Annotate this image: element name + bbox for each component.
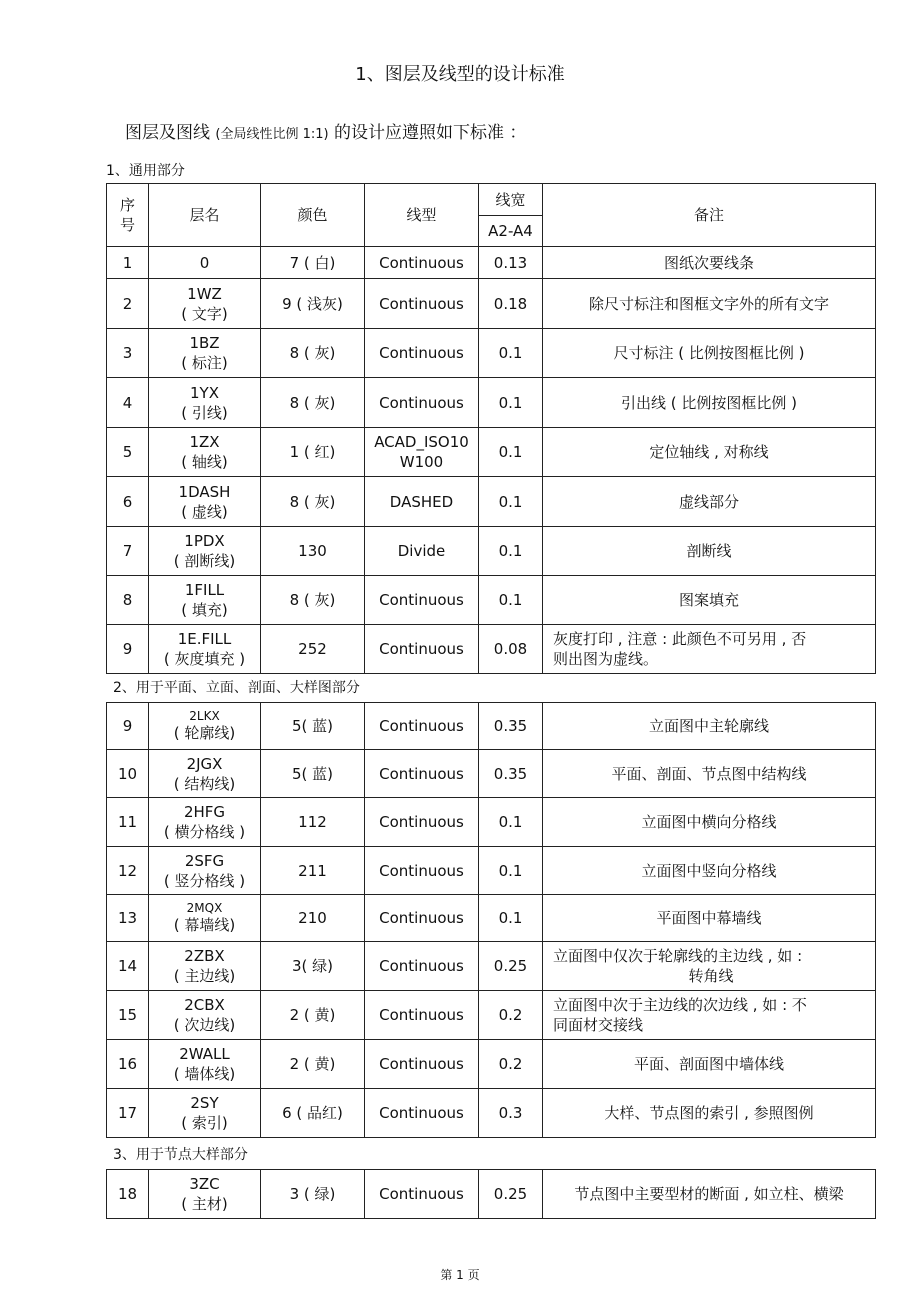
table-row — [107, 798, 876, 847]
row-width: 0.1 — [479, 378, 543, 428]
row-no: 11 — [107, 798, 149, 847]
layer-desc: ( 文字) — [181, 304, 228, 323]
note-line2: 同面材交接线 — [553, 1016, 644, 1034]
row-layer — [149, 703, 261, 750]
layer-desc: ( 次边线) — [173, 1016, 236, 1034]
row-layer — [149, 329, 261, 378]
row-layer — [149, 991, 261, 1040]
layer-desc: ( 幕墙线) — [173, 916, 236, 934]
header-width-sub: A2-A4 — [479, 216, 543, 247]
row-note: 平面图中幕墙线 — [543, 895, 876, 942]
row-note: 立面图中竖向分格线 — [543, 847, 876, 895]
row-linetype: Continuous — [365, 798, 479, 847]
row-no: 12 — [107, 847, 149, 895]
layer-desc: ( 轮廓线) — [173, 724, 236, 742]
note-line2: 转角线 — [688, 967, 734, 985]
row-color: 130 — [261, 527, 365, 576]
table-row — [107, 847, 876, 895]
row-note — [543, 942, 876, 991]
header-linetype: 线型 — [365, 184, 479, 247]
layer-code: 2LKX — [189, 709, 220, 723]
row-note: 大样、节点图的索引 , 参照图例 — [543, 1089, 876, 1138]
row-layer — [149, 279, 261, 329]
row-color: 8 ( 灰) — [261, 477, 365, 527]
row-linetype — [365, 428, 479, 477]
layer-code: 1BZ — [189, 334, 220, 352]
row-color: 7 ( 白) — [261, 247, 365, 279]
row-layer — [149, 895, 261, 942]
row-linetype: Continuous — [365, 625, 479, 674]
row-linetype: Continuous — [365, 991, 479, 1040]
header-color: 颜色 — [261, 184, 365, 247]
row-width: 0.13 — [479, 247, 543, 279]
row-note: 尺寸标注 ( 比例按图框比例 ) — [543, 329, 876, 378]
row-linetype: Continuous — [365, 847, 479, 895]
layer-code: 2ZBX — [184, 947, 225, 965]
row-linetype: Continuous — [365, 576, 479, 625]
table-row — [107, 991, 876, 1040]
row-color: 3 ( 绿) — [261, 1170, 365, 1219]
section3-heading: 3、用于节点大样部分 — [113, 1147, 248, 1163]
table-row — [107, 625, 876, 674]
row-width: 0.3 — [479, 1089, 543, 1138]
intro-text — [125, 118, 526, 143]
table-row — [107, 378, 876, 428]
row-layer — [149, 1089, 261, 1138]
table-row — [107, 279, 876, 329]
row-no: 2 — [107, 279, 149, 329]
general-layer-table — [106, 183, 876, 674]
note-line1: 灰度打印 , 注意 : 此颜色不可另用 , 否 — [553, 630, 807, 648]
layer-code: 2JGX — [186, 754, 223, 773]
row-no: 9 — [107, 703, 149, 750]
row-width: 0.08 — [479, 625, 543, 674]
table-row — [107, 1170, 876, 1219]
layer-desc: ( 横分格线 ) — [163, 823, 246, 841]
layer-code: 2CBX — [184, 996, 225, 1014]
row-no: 4 — [107, 378, 149, 428]
layer-desc: ( 标注) — [181, 354, 228, 372]
table-row — [107, 750, 876, 798]
row-width: 0.1 — [479, 847, 543, 895]
row-note: 定位轴线 , 对称线 — [543, 428, 876, 477]
plan-elevation-layer-table — [106, 702, 876, 1138]
row-note: 立面图中横向分格线 — [543, 798, 876, 847]
intro-main: 图层及图线 — [125, 123, 210, 143]
row-note — [543, 991, 876, 1040]
row-linetype: Continuous — [365, 895, 479, 942]
layer-desc: ( 轴线) — [181, 453, 228, 471]
layer-code: 2SFG — [184, 851, 225, 870]
row-note: 虚线部分 — [543, 477, 876, 527]
row-linetype: Continuous — [365, 329, 479, 378]
row-layer — [149, 1040, 261, 1089]
row-width: 0.2 — [479, 991, 543, 1040]
table-row — [107, 942, 876, 991]
layer-desc: ( 引线) — [181, 403, 228, 422]
note-line1: 立面图中次于主边线的次边线 , 如 : 不 — [553, 996, 807, 1014]
row-note: 引出线 ( 比例按图框比例 ) — [543, 378, 876, 428]
row-color: 210 — [261, 895, 365, 942]
row-color: 5( 蓝) — [261, 750, 365, 798]
layer-code: 3ZC — [189, 1175, 220, 1193]
layer-code: 2SY — [190, 1094, 219, 1112]
row-layer — [149, 942, 261, 991]
row-note: 图案填充 — [543, 576, 876, 625]
row-linetype: Continuous — [365, 378, 479, 428]
layer-code: 1E.FILL — [177, 630, 232, 648]
layer-code: 1YX — [190, 383, 219, 402]
row-color: 2 ( 黄) — [261, 991, 365, 1040]
row-layer — [149, 527, 261, 576]
row-no: 7 — [107, 527, 149, 576]
layer-desc: ( 主材) — [181, 1195, 228, 1213]
row-linetype: Continuous — [365, 1089, 479, 1138]
layer-desc: ( 灰度填充 ) — [163, 650, 246, 668]
row-no: 10 — [107, 750, 149, 798]
table-row — [107, 895, 876, 942]
row-color: 1 ( 红) — [261, 428, 365, 477]
row-color: 8 ( 灰) — [261, 576, 365, 625]
header-note: 备注 — [543, 184, 876, 247]
row-no: 15 — [107, 991, 149, 1040]
row-no: 6 — [107, 477, 149, 527]
row-note — [543, 625, 876, 674]
note-line1: 立面图中仅次于轮廓线的主边线 , 如 : — [553, 947, 803, 965]
row-layer — [149, 378, 261, 428]
row-no: 1 — [107, 247, 149, 279]
header-width: 线宽 — [479, 184, 543, 216]
row-layer — [149, 477, 261, 527]
row-color: 8 ( 灰) — [261, 329, 365, 378]
header-layer: 层名 — [149, 184, 261, 247]
layer-desc: ( 竖分格线 ) — [163, 871, 246, 890]
row-layer — [149, 428, 261, 477]
row-width: 0.1 — [479, 527, 543, 576]
row-linetype: Divide — [365, 527, 479, 576]
row-linetype: Continuous — [365, 279, 479, 329]
layer-code: 1FILL — [184, 581, 225, 599]
row-width: 0.1 — [479, 895, 543, 942]
row-note: 平面、剖面图中墙体线 — [543, 1040, 876, 1089]
row-no: 13 — [107, 895, 149, 942]
layer-code: 2WALL — [179, 1045, 230, 1063]
row-color: 3( 绿) — [261, 942, 365, 991]
row-color: 8 ( 灰) — [261, 378, 365, 428]
row-no: 3 — [107, 329, 149, 378]
row-note: 剖断线 — [543, 527, 876, 576]
section2-heading: 2、用于平面、立面、剖面、大样图部分 — [113, 680, 360, 696]
table-row — [107, 247, 876, 279]
row-note: 图纸次要线条 — [543, 247, 876, 279]
table-row — [107, 1089, 876, 1138]
page-title: 1、图层及线型的设计标准 — [355, 64, 565, 85]
row-layer — [149, 750, 261, 798]
layer-code: 2HFG — [183, 803, 226, 821]
layer-desc: ( 虚线) — [181, 502, 228, 521]
row-color: 211 — [261, 847, 365, 895]
row-color: 5( 蓝) — [261, 703, 365, 750]
row-no: 9 — [107, 625, 149, 674]
row-width: 0.35 — [479, 703, 543, 750]
row-color: 2 ( 黄) — [261, 1040, 365, 1089]
row-no: 17 — [107, 1089, 149, 1138]
row-note: 平面、剖面、节点图中结构线 — [543, 750, 876, 798]
row-width: 0.1 — [479, 329, 543, 378]
table-row — [107, 329, 876, 378]
table-row — [107, 576, 876, 625]
note-line2: 则出图为虚线。 — [553, 650, 659, 668]
row-width: 0.35 — [479, 750, 543, 798]
layer-desc: ( 主边线) — [173, 967, 236, 985]
row-width: 0.1 — [479, 477, 543, 527]
layer-code: 1PDX — [184, 532, 225, 550]
row-note: 立面图中主轮廓线 — [543, 703, 876, 750]
layer-desc: ( 剖断线) — [173, 552, 236, 570]
row-width: 0.25 — [479, 942, 543, 991]
row-width: 0.25 — [479, 1170, 543, 1219]
row-width: 0.1 — [479, 798, 543, 847]
row-layer — [149, 1170, 261, 1219]
layer-desc: ( 墙体线) — [173, 1065, 236, 1083]
row-color: 252 — [261, 625, 365, 674]
linetype-line2: W100 — [399, 453, 444, 471]
row-no: 18 — [107, 1170, 149, 1219]
row-no: 16 — [107, 1040, 149, 1089]
linetype-line1: ACAD_ISO10 — [374, 433, 469, 451]
header-seq — [107, 184, 149, 247]
table-row — [107, 428, 876, 477]
row-layer — [149, 576, 261, 625]
row-linetype: DASHED — [365, 477, 479, 527]
header-seq-a: 序 — [119, 196, 135, 214]
layer-desc: ( 结构线) — [173, 774, 236, 793]
row-no: 14 — [107, 942, 149, 991]
row-linetype: Continuous — [365, 750, 479, 798]
table-row — [107, 477, 876, 527]
row-linetype: Continuous — [365, 1170, 479, 1219]
header-seq-b: 号 — [119, 216, 135, 234]
row-width: 0.1 — [479, 428, 543, 477]
row-note: 节点图中主要型材的断面 , 如立柱、横梁 — [543, 1170, 876, 1219]
layer-code: 2MQX — [186, 901, 223, 915]
layer-code: 1DASH — [178, 482, 231, 501]
table-row — [107, 1040, 876, 1089]
section1-heading: 1、通用部分 — [106, 163, 185, 179]
layer-code: 1ZX — [189, 433, 220, 451]
row-color: 9 ( 浅灰) — [261, 279, 365, 329]
intro-tail: 的设计应遵照如下标准 ： — [334, 123, 527, 143]
row-note: 除尺寸标注和图框文字外的所有文字 — [543, 279, 876, 329]
page-footer: 第 1 页 — [440, 1268, 480, 1282]
row-color: 6 ( 品红) — [261, 1089, 365, 1138]
row-layer: 0 — [149, 247, 261, 279]
row-linetype: Continuous — [365, 703, 479, 750]
table-row — [107, 703, 876, 750]
layer-desc: ( 索引) — [181, 1114, 228, 1132]
row-width: 0.2 — [479, 1040, 543, 1089]
table-row — [107, 527, 876, 576]
row-layer — [149, 625, 261, 674]
row-no: 5 — [107, 428, 149, 477]
intro-paren: (全局线性比例 1:1) — [215, 127, 329, 142]
detail-layer-table — [106, 1169, 876, 1219]
row-no: 8 — [107, 576, 149, 625]
row-linetype: Continuous — [365, 942, 479, 991]
row-color: 112 — [261, 798, 365, 847]
row-layer — [149, 798, 261, 847]
row-linetype: Continuous — [365, 1040, 479, 1089]
row-width: 0.1 — [479, 576, 543, 625]
row-layer — [149, 847, 261, 895]
row-width: 0.18 — [479, 279, 543, 329]
layer-desc: ( 填充) — [181, 601, 228, 619]
layer-code: 1WZ — [187, 284, 222, 303]
row-linetype: Continuous — [365, 247, 479, 279]
